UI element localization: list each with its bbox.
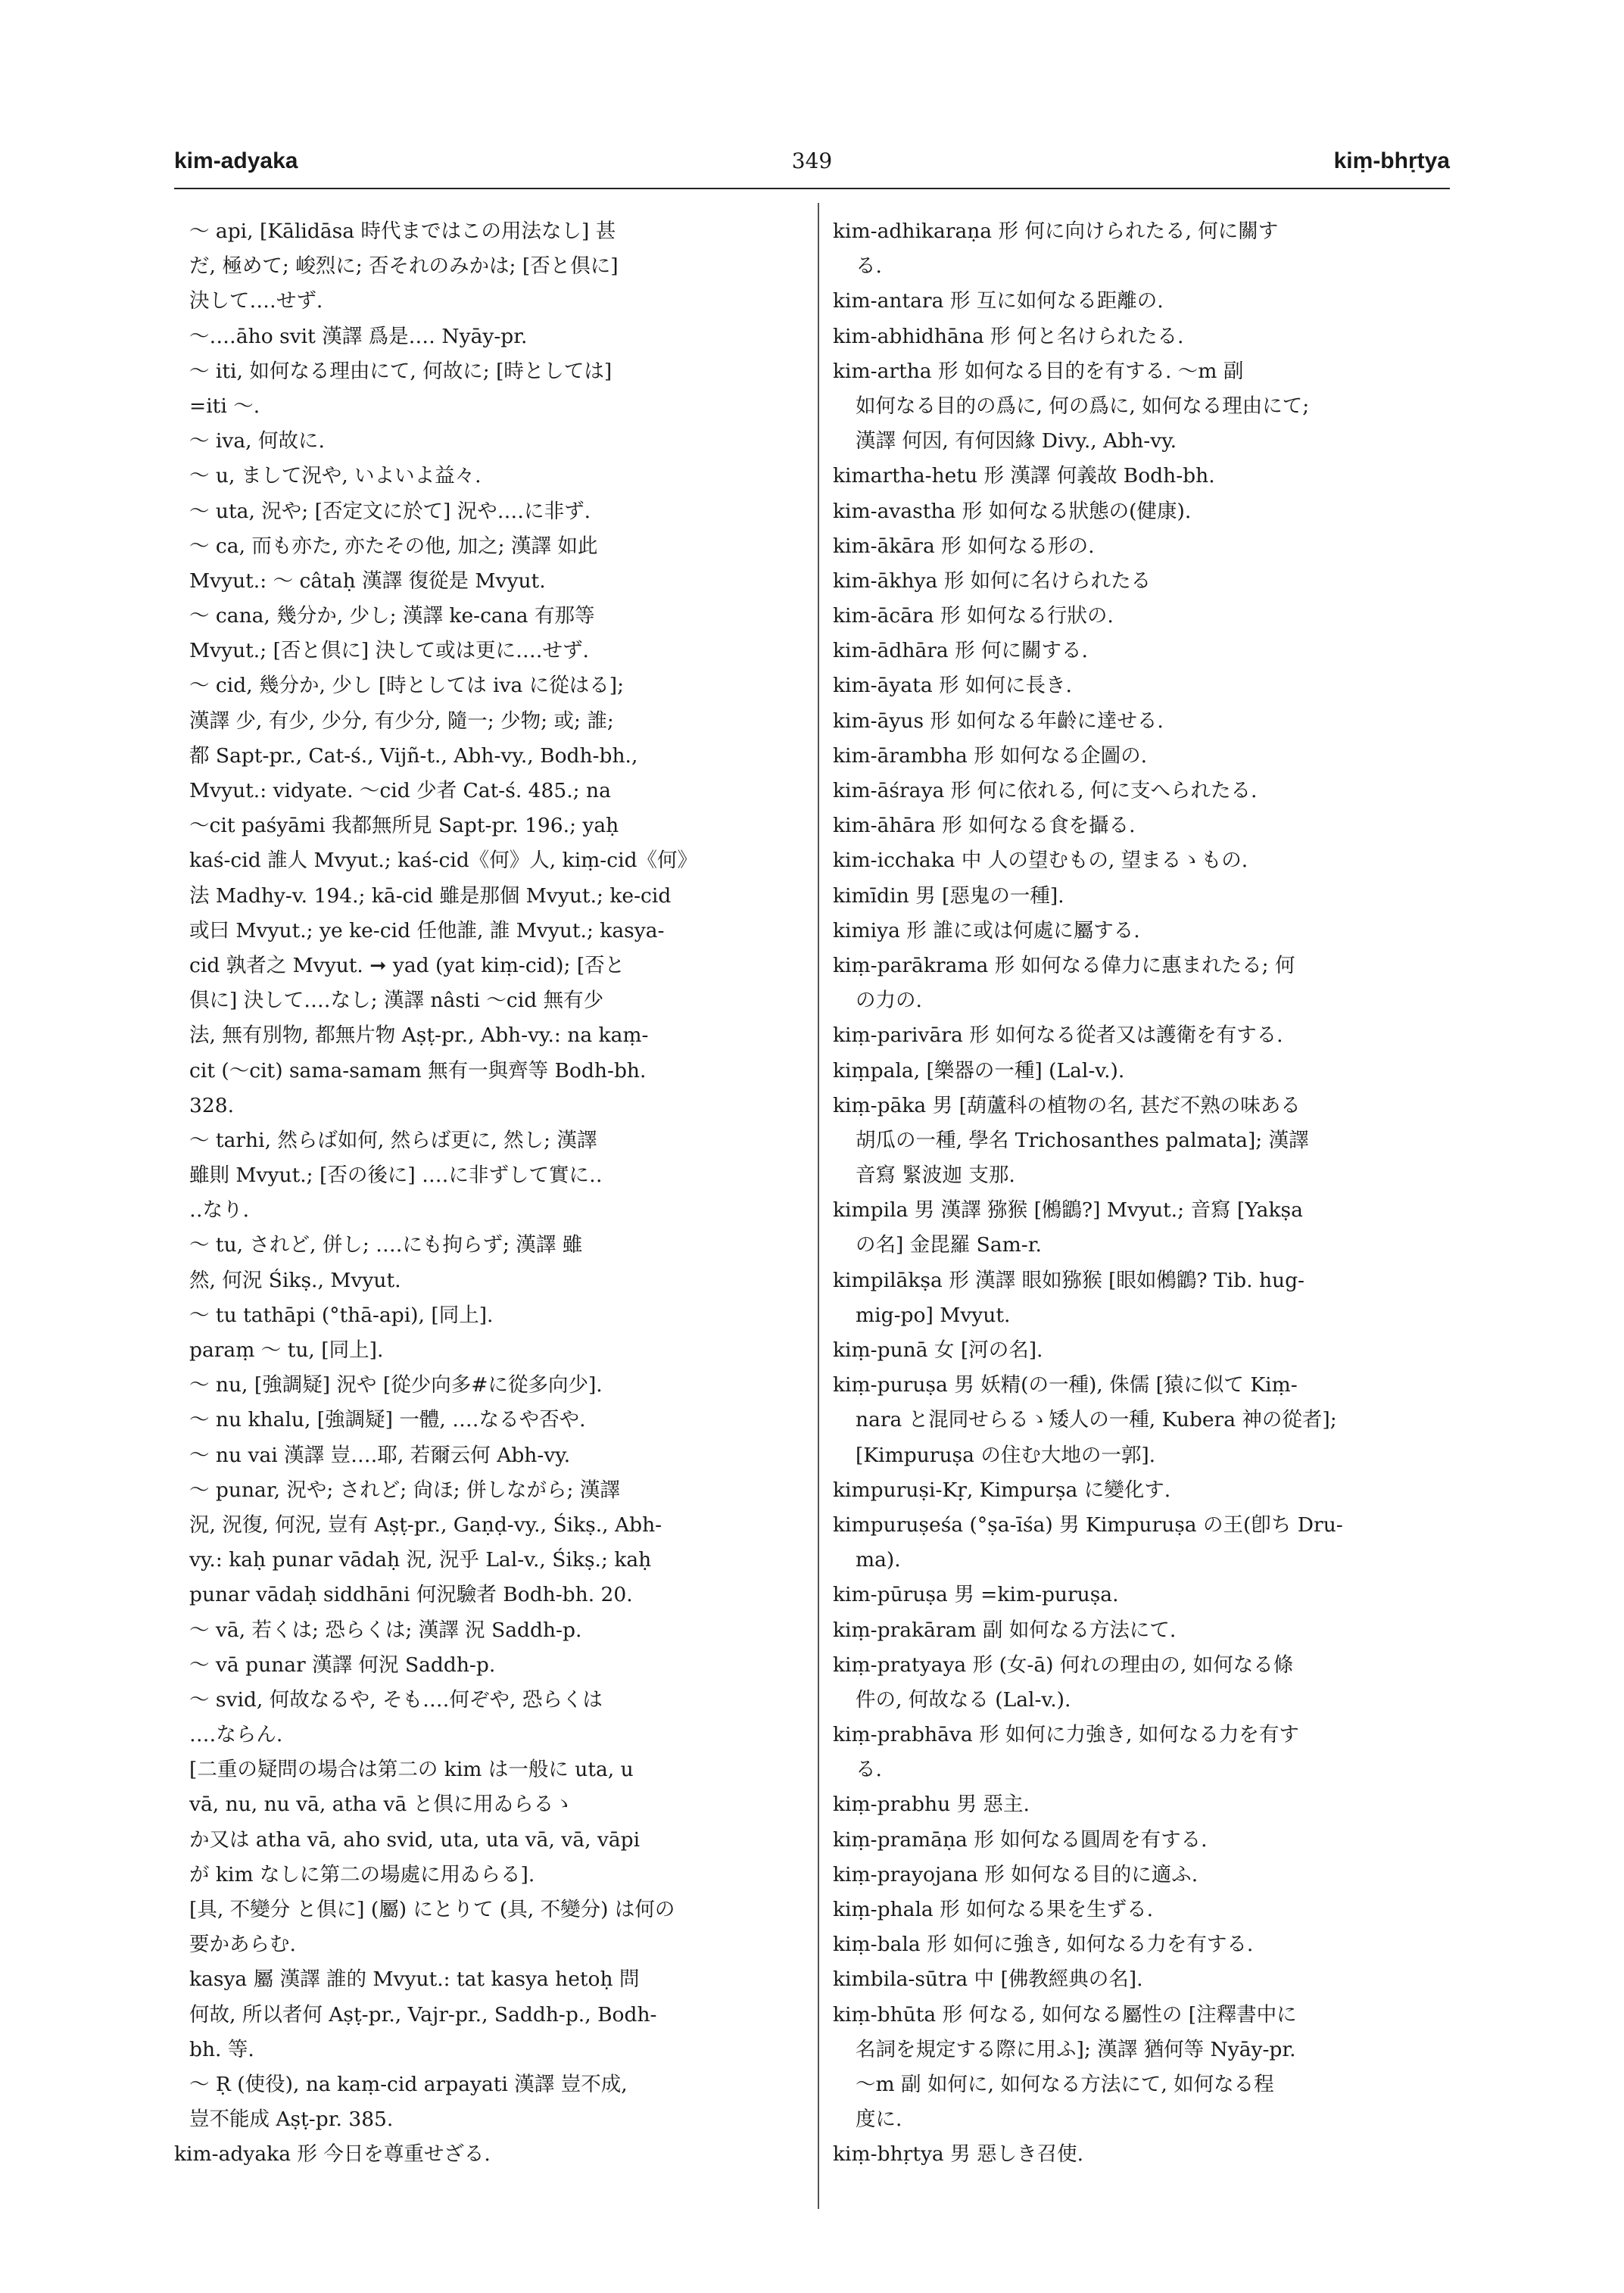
dictionary-line: ～ svid, 何故なるや, そも‥‥何ぞや, 恐らくは <box>189 1687 603 1712</box>
dictionary-line: 決して‥‥せず. <box>189 289 323 313</box>
dictionary-line: Mvyut.: ～ câtaḥ 漢譯 復從是 Mvyut. <box>189 569 546 593</box>
dictionary-line: ～ uta, 況や; [否定文に於て] 況や‥‥に非ず. <box>189 499 591 523</box>
dictionary-line: =iti ～. <box>189 394 260 418</box>
dictionary-line: ～ nu vai 漢譯 豈‥‥耶, 若爾云何 Abh-vy. <box>189 1443 571 1467</box>
dictionary-line: kiṃ-bhūta 形 何なる, 如何なる屬性の [注釋書中に <box>833 2002 1297 2027</box>
dictionary-line: kaś-cid 誰人 Mvyut.; kaś-cid《何》人, kiṃ-cid《何》 <box>189 849 698 873</box>
dictionary-line: 何故, 所以者何 Aṣṭ-pr., Vajr-pr., Saddh-p., Bodh- <box>189 2002 657 2027</box>
dictionary-line: 328. <box>189 1093 235 1117</box>
dictionary-line: ‥なり. <box>189 1198 250 1223</box>
dictionary-line: kiṃ-pramāṇa 形 如何なる圓周を有する. <box>833 1827 1208 1852</box>
dictionary-line: punar vādaḥ siddhāni 何況驗者 Bodh-bh. 20. <box>189 1583 633 1607</box>
header-rule <box>174 188 1450 189</box>
dictionary-line: vā, nu, nu vā, atha vā と倶に用ゐらるゝ <box>189 1793 574 1817</box>
dictionary-line: ma). <box>856 1548 901 1572</box>
dictionary-line: 漢譯 何因, 有何因緣 Divy., Abh-vy. <box>856 429 1177 453</box>
dictionary-line: ～‥‥āho svit 漢譯 爲是‥‥ Nyāy-pr. <box>189 324 528 348</box>
dictionary-line: ～ tu tathāpi (°thā-api), [同上]. <box>189 1303 494 1327</box>
dictionary-line: cit (～cit) sama-samam 無有一與齊等 Bodh-bh. <box>189 1058 647 1083</box>
dictionary-line: kim-ācāra 形 如何なる行狀の. <box>833 604 1114 628</box>
dictionary-line: kim-antara 形 互に如何なる距離の. <box>833 289 1164 313</box>
dictionary-line: [具, 不變分 と倶に] (屬) にとりて (具, 不變分) は何の <box>189 1898 675 1921</box>
dictionary-line: 法 Madhy-v. 194.; kā-cid 雖是那個 Mvyut.; ke-cid <box>189 883 672 908</box>
left-column <box>174 214 803 2173</box>
dictionary-line: 胡瓜の一種, 學名 Trichosanthes palmata]; 漢譯 <box>856 1128 1309 1152</box>
dictionary-line: ～ nu, [強調疑] 況や [從少向多#に從多向少]. <box>189 1373 603 1397</box>
dictionary-line: 雖則 Mvyut.; [否の後に] ‥‥に非ずして實に‥ <box>189 1164 603 1188</box>
dictionary-line: Mvyut.; [否と倶に] 決して或は更に‥‥せず. <box>189 639 589 663</box>
dictionary-line: 度に. <box>856 2108 902 2132</box>
dictionary-line: が kim なしに第二の場處に用ゐらる]. <box>189 1862 535 1886</box>
dictionary-line: kim-āyata 形 如何に長き. <box>833 674 1072 698</box>
dictionary-line: kim-icchaka 中 人の望むもの, 望まるゝもの. <box>833 849 1248 873</box>
dictionary-line: kiṃ-phala 形 如何なる果を生ずる. <box>833 1898 1153 1921</box>
dictionary-line: 況, 況復, 何況, 豈有 Aṣṭ-pr., Gaṇḍ-vy., Śikṣ., Abh- <box>189 1513 662 1537</box>
dictionary-line: ～ cid, 幾分か, 少し [時としては iva に從はる]; <box>189 674 625 698</box>
dictionary-line: kim-ārambha 形 如何なる企圖の. <box>833 743 1148 768</box>
column-divider <box>818 203 819 2209</box>
dictionary-line: vy.: kaḥ punar vādaḥ 況, 況乎 Lal-v., Śikṣ.; kaḥ <box>189 1548 652 1572</box>
dictionary-line: kiṃ-pāka 男 [葫蘆科の植物の名, 甚だ不熟の味ある <box>833 1093 1301 1117</box>
dictionary-line: 或曰 Mvyut.; ye ke-cid 任他誰, 誰 Mvyut.; kasya- <box>189 918 665 942</box>
dictionary-line: か又は atha vā, aho svid, uta, uta vā, vā, vāpi <box>189 1827 641 1852</box>
dictionary-line: kiṃpala, [樂器の一種] (Lal-v.). <box>833 1058 1125 1083</box>
running-head-right: kiṃ-bhṛtya <box>1333 148 1450 173</box>
dictionary-line: kiṃ-parivāra 形 如何なる從者又は護衛を有する. <box>833 1023 1283 1048</box>
dictionary-line: kim-āyus 形 如何なる年齡に達せる. <box>833 709 1164 733</box>
dictionary-line: paraṃ ～ tu, [同上]. <box>189 1338 384 1362</box>
dictionary-line: kimartha-hetu 形 漢譯 何義故 Bodh-bh. <box>833 464 1215 488</box>
dictionary-line: kiṃ-puruṣa 男 妖精(の一種), 侏儒 [猿に似て Kiṃ- <box>833 1373 1298 1397</box>
dictionary-line: kim-avastha 形 如何なる狀態の(健康). <box>833 499 1192 523</box>
dictionary-line: だ, 極めて; 峻烈に; 否それのみかは; [否と倶に] <box>189 254 619 279</box>
dictionary-line: kiṃ-prabhu 男 惡主. <box>833 1793 1030 1817</box>
dictionary-line: ‥‥ならん. <box>189 1723 283 1747</box>
dictionary-line: 如何なる目的の爲に, 何の爲に, 如何なる理由にて; <box>856 394 1310 418</box>
dictionary-line: kim-ākhya 形 如何に名けられたる <box>833 569 1152 593</box>
dictionary-line: ～ tu, されど, 併し; ‥‥にも拘らず; 漢譯 雖 <box>189 1233 583 1257</box>
dictionary-line: 倶に] 決して‥‥なし; 漢譯 nâsti ～cid 無有少 <box>189 989 604 1013</box>
dictionary-line: kimpila 男 漢譯 猕猴 [鵂鶹?] Mvyut.; 音寫 [Yakṣa <box>833 1198 1303 1223</box>
dictionary-line: kimpuruṣeśa (°ṣa-īśa) 男 Kimpuruṣa の王(卽ち Dru- <box>833 1513 1343 1537</box>
dictionary-line: ～ vā punar 漢譯 何況 Saddh-p. <box>189 1653 496 1677</box>
page-header <box>174 148 1450 186</box>
right-column <box>833 214 1448 2173</box>
dictionary-line: kim-artha 形 如何なる目的を有する. ～m 副 <box>833 359 1244 383</box>
dictionary-line: 都 Sapt-pr., Cat-ś., Vijñ-t., Abh-vy., Bodh-bh., <box>189 743 638 768</box>
dictionary-line: 要かあらむ. <box>189 1933 296 1957</box>
dictionary-line: cid 孰者之 Mvyut. ➞ yad (yat kiṃ-cid); [否と <box>189 953 625 977</box>
dictionary-line: ～cit paśyāmi 我都無所見 Sapt-pr. 196.; yaḥ <box>189 814 619 838</box>
dictionary-line: nara と混同せらるゝ矮人の一種, Kubera 神の從者]; <box>856 1408 1337 1432</box>
running-head-left: kim-adyaka <box>174 148 298 173</box>
dictionary-line: ～ ca, 而も亦た, 亦たその他, 加之; 漢譯 如此 <box>189 534 598 558</box>
dictionary-line: ～ Ṛ (使役), na kaṃ-cid arpayati 漢譯 豈不成, <box>189 2072 628 2096</box>
dictionary-line: kiṃ-bhṛtya 男 惡しき召使. <box>833 2142 1084 2167</box>
dictionary-line: kim-ādhāra 形 何に關する. <box>833 639 1088 663</box>
dictionary-line: る. <box>856 254 882 279</box>
dictionary-line: kiṃ-punā 女 [河の名]. <box>833 1338 1043 1362</box>
dictionary-line: kim-pūruṣa 男 =kim-puruṣa. <box>833 1583 1119 1607</box>
dictionary-line: kim-adhikaraṇa 形 何に向けられたる, 何に關す <box>833 220 1279 243</box>
dictionary-line: kim-āhāra 形 如何なる食を攝る. <box>833 814 1136 838</box>
dictionary-line: ～ nu khalu, [強調疑] 一體, ‥‥なるや否や. <box>189 1408 586 1432</box>
dictionary-line: bh. 等. <box>189 2037 254 2061</box>
dictionary-line: ～ vā, 若くは; 恐らくは; 漢譯 況 Saddh-p. <box>189 1618 582 1642</box>
dictionary-line: Mvyut.: vidyate. ～cid 少者 Cat-ś. 485.; na <box>189 779 611 802</box>
dictionary-line: kiṃ-pratyaya 形 (女-ā) 何れの理由の, 如何なる條 <box>833 1653 1294 1677</box>
dictionary-line: の力の. <box>856 989 922 1013</box>
dictionary-line: kiṃ-bala 形 如何に強き, 如何なる力を有する. <box>833 1933 1254 1957</box>
dictionary-line: kiṃ-prayojana 形 如何なる目的に適ふ. <box>833 1862 1199 1886</box>
dictionary-line: 漢譯 少, 有少, 少分, 有少分, 隨一; 少物; 或; 誰; <box>189 709 614 733</box>
dictionary-line: ～ iva, 何故に. <box>189 429 325 453</box>
dictionary-line: kasya 屬 漢譯 誰的 Mvyut.: tat kasya hetoḥ 問 <box>189 1967 640 1992</box>
dictionary-line: kimpuruṣi-Kṛ, Kimpurṣa に變化す. <box>833 1478 1171 1502</box>
dictionary-line: kiṃ-prakāram 副 如何なる方法にて. <box>833 1618 1177 1642</box>
dictionary-line: る. <box>856 1758 882 1782</box>
dictionary-line: 法, 無有別物, 都無片物 Aṣṭ-pr., Abh-vy.: na kaṃ- <box>189 1023 649 1048</box>
dictionary-line: ～ punar, 況や; されど; 尙ほ; 併しながら; 漢譯 <box>189 1478 620 1502</box>
dictionary-line: kim-adyaka 形 今日を尊重せざる. <box>174 2142 491 2167</box>
dictionary-line: ～ u, まして況や, いよいよ益々. <box>189 464 482 488</box>
dictionary-line: ～ api, [Kālidāsa 時代まではこの用法なし] 甚 <box>189 220 616 243</box>
dictionary-line: ～m 副 如何に, 如何なる方法にて, 如何なる程 <box>856 2072 1274 2096</box>
dictionary-line: 件の, 何故なる (Lal-v.). <box>856 1687 1071 1712</box>
dictionary-line: mig-po] Mvyut. <box>856 1303 1011 1327</box>
dictionary-line: [二重の疑問の場合は第二の kim は一般に uta, u <box>189 1758 634 1782</box>
dictionary-line: kimiya 形 誰に或は何處に屬する. <box>833 918 1140 942</box>
dictionary-line: [Kimpuruṣa の住む大地の一郭]. <box>856 1443 1156 1467</box>
dictionary-line: kimbila-sūtra 中 [佛教經典の名]. <box>833 1967 1143 1992</box>
dictionary-line: ～ cana, 幾分か, 少し; 漢譯 ke-cana 有那等 <box>189 604 595 628</box>
dictionary-line: kimpilākṣa 形 漢譯 眼如猕猴 [眼如鵂鶹? Tib. hug- <box>833 1268 1305 1292</box>
page-number: 349 <box>791 148 833 173</box>
dictionary-line: 豈不能成 Aṣṭ-pr. 385. <box>189 2108 394 2132</box>
dictionary-line: kiṃ-parākrama 形 如何なる偉力に惠まれたる; 何 <box>833 953 1295 977</box>
dictionary-line: kimīdin 男 [惡鬼の一種]. <box>833 883 1064 908</box>
dictionary-line: ～ iti, 如何なる理由にて, 何故に; [時としては] <box>189 359 613 383</box>
dictionary-line: 名詞を規定する際に用ふ]; 漢譯 猶何等 Nyāy-pr. <box>856 2037 1296 2061</box>
dictionary-line: ～ tarhi, 然らば如何, 然らば更に, 然し; 漢譯 <box>189 1128 597 1152</box>
dictionary-line: 音寫 緊波迦 支那. <box>856 1164 1015 1188</box>
dictionary-line: 然, 何況 Śikṣ., Mvyut. <box>189 1268 401 1292</box>
dictionary-line: kiṃ-prabhāva 形 如何に力強き, 如何なる力を有す <box>833 1723 1299 1747</box>
dictionary-line: の名] 金毘羅 Sam-r. <box>856 1233 1042 1257</box>
dictionary-line: kim-āśraya 形 何に依れる, 何に支へられたる. <box>833 779 1258 802</box>
dictionary-line: kim-ākāra 形 如何なる形の. <box>833 534 1095 558</box>
dictionary-line: kim-abhidhāna 形 何と名けられたる. <box>833 324 1184 348</box>
